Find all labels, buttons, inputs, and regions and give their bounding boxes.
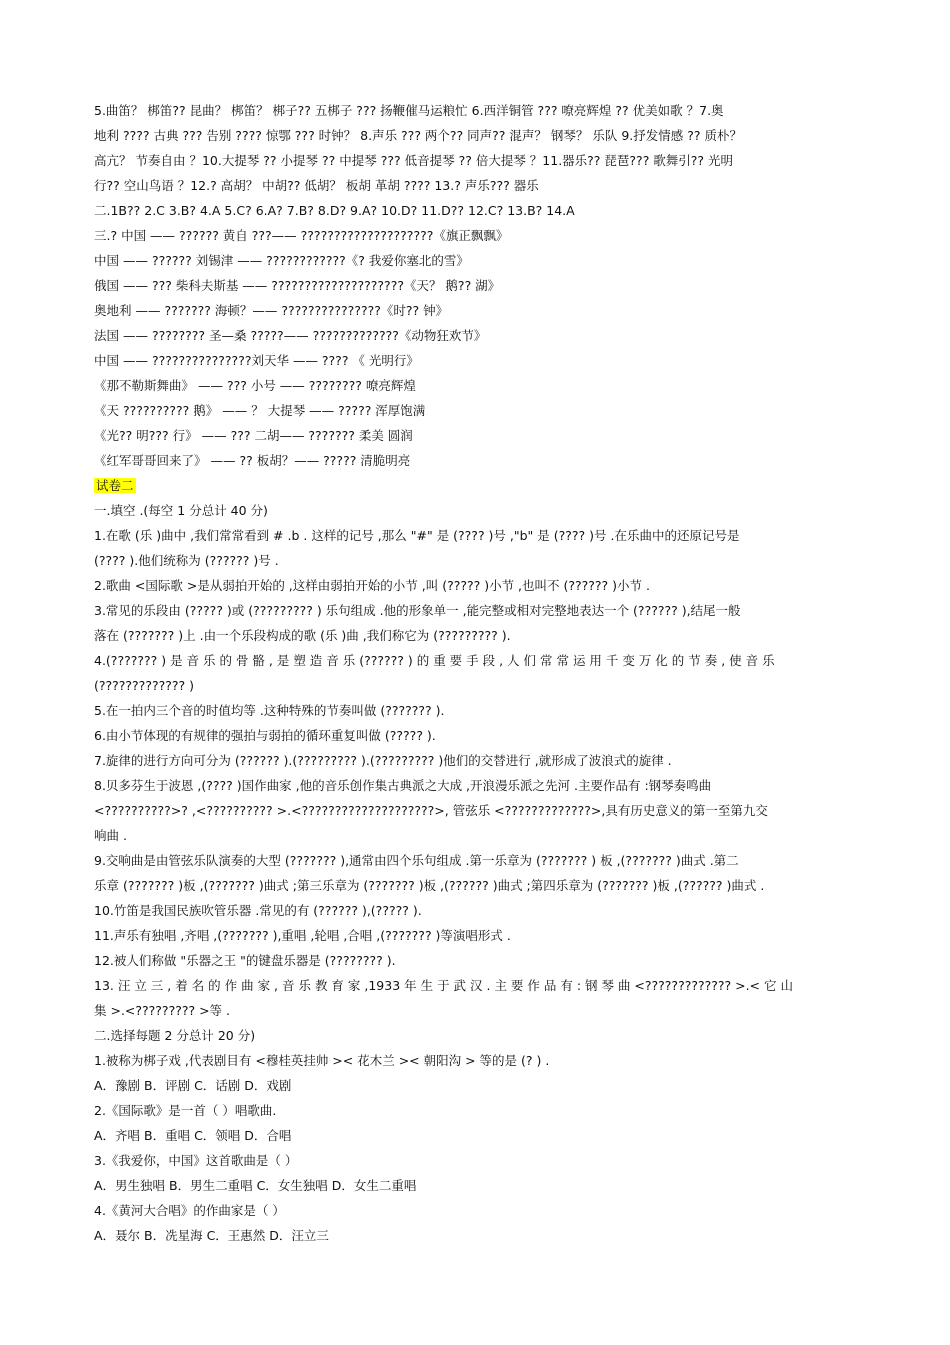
question-line: 2.歌曲 <国际歌 >是从弱拍开始的 ,这样由弱拍开始的小节 ,叫 (????? )小节 ,也叫不 (?????? )小节 . xyxy=(94,578,650,593)
question-line: 集 >.<????????? >等 . xyxy=(94,1003,230,1018)
choice-line: A．聂尔 B．冼星海 C．王惠然 D．汪立三 xyxy=(94,1228,329,1243)
question-line: 10.竹笛是我国民族吹管乐器 .常见的有 (?????? ),(????? ). xyxy=(94,903,422,918)
exam2-section xyxy=(94,498,862,1248)
question-line: 11.声乐有独唱 ,齐唱 ,(??????? ),重唱 ,轮唱 ,合唱 ,(??????? )等演唱形式 . xyxy=(94,928,511,943)
question-line: 1.被称为梆子戏 ,代表剧目有 <穆桂英挂帅 >< 花木兰 >< 朝阳沟 > 等的是 (? ) . xyxy=(94,1053,550,1068)
answer-key-section xyxy=(94,98,862,473)
answer-line: 《那不勒斯舞曲》 —— ??? 小号 —— ???????? 嘹亮辉煌 xyxy=(94,378,416,393)
question-line: 8.贝多芬生于波恩 ,(???? )国作曲家 ,他的音乐创作集古典派之大成 ,开浪漫乐派之先河 .主要作品有 :钢琴奏鸣曲 xyxy=(94,778,712,793)
question-line: 响曲 . xyxy=(94,828,127,843)
question-line: 7.旋律的进行方向可分为 (?????? ).(????????? ).(????????? )他们的交替进行 ,就形成了波浪式的旋律 . xyxy=(94,753,672,768)
section-heading: 一.填空 .(每空 1 分总计 40 分) xyxy=(94,503,268,518)
answer-line: 中国 —— ?????? 刘锡津 —— ????????????《? 我爱你塞北的雪》 xyxy=(94,253,469,268)
question-line: <??????????>? ,<?????????? >.<????????????????????>, 管弦乐 <?????????????>,具有历史意义的第一至第九交 xyxy=(94,803,768,818)
question-line: 9.交响曲是由管弦乐队演奏的大型 (??????? ),通常由四个乐句组成 .第一乐章为 (??????? ) 板 ,(??????? )曲式 .第二 xyxy=(94,853,739,868)
answer-line: 高亢？ 节奏自由 ？10.大提琴 ?? 小提琴 ?? 中提琴 ??? 低音提琴 ?? 倍大提琴 ？11.器乐?? 琵琶??? 歌舞引?? 光明 xyxy=(94,153,734,168)
choice-line: A．齐唱 B．重唱 C．领唱 D．合唱 xyxy=(94,1128,292,1143)
question-line: (???? ).他们统称为 (?????? )号 . xyxy=(94,553,279,568)
question-line: 落在 (??????? )上 .由一个乐段构成的歌 (乐 )曲 ,我们称它为 (????????? ). xyxy=(94,628,511,643)
question-line: 4.(??????? ) 是 音 乐 的 骨 骼 , 是 塑 造 音 乐 (?????? ) 的 重 要 手 段 , 人 们 常 常 运 用 千 变 万 化 的 节 奏 , 使 音 乐 xyxy=(94,653,775,668)
question-line: 3.常见的乐段由 (????? )或 (????????? ) 乐句组成 .他的形象单一 ,能完整或相对完整地表达一个 (?????? ),结尾一般 xyxy=(94,603,741,618)
choice-line: A．男生独唱 B．男生二重唱 C．女生独唱 D．女生二重唱 xyxy=(94,1178,417,1193)
question-line: 1.在歌 (乐 )曲中 ,我们常常看到 # .b . 这样的记号 ,那么 "#" 是 (???? )号 ,"b" 是 (???? )号 .在乐曲中的还原记号是 xyxy=(94,528,740,543)
answer-line: 行?? 空山鸟语 ？12.? 高胡？ 中胡?? 低胡？ 板胡 革胡 ???? 13.? 声乐??? 器乐 xyxy=(94,178,539,193)
question-line: 3.《我爱你，中国》这首歌曲是（ ） xyxy=(94,1153,298,1168)
answer-line: 《红军哥哥回来了》 —— ?? 板胡？—— ????? 清脆明亮 xyxy=(94,453,411,468)
answer-line: 奥地利 —— ??????? 海顿？—— ???????????????《时?? 钟》 xyxy=(94,303,449,318)
choice-line: A．豫剧 B．评剧 C．话剧 D．戏剧 xyxy=(94,1078,292,1093)
question-line: 2.《国际歌》是一首（ ）唱歌曲. xyxy=(94,1103,277,1118)
exam2-title: 试卷二 xyxy=(96,478,134,493)
question-line: 乐章 (??????? )板 ,(??????? )曲式 ;第三乐章为 (??????? )板 ,(?????? )曲式 ;第四乐章为 (??????? )板 ,(?????? )曲式 . xyxy=(94,878,765,893)
answer-line: 三.? 中国 —— ?????? 黄自 ???—— ????????????????????《旗正飘飘》 xyxy=(94,228,509,243)
answer-line: 法国 —— ???????? 圣—桑 ?????—— ?????????????《动物狂欢节》 xyxy=(94,328,487,343)
answer-line: 《天 ?????????? 鹅》 —— ？ 大提琴 —— ????? 浑厚饱满 xyxy=(94,403,426,418)
answer-line: 《光?? 明??? 行》 —— ??? 二胡—— ??????? 柔美 圆润 xyxy=(94,428,413,443)
question-line: (????????????? ) xyxy=(94,678,194,693)
answer-line: 俄国 —— ??? 柴科夫斯基 —— ????????????????????《天？ 鹅?? 湖》 xyxy=(94,278,501,293)
question-line: 4.《黄河大合唱》的作曲家是（ ） xyxy=(94,1203,285,1218)
question-line: 13. 汪 立 三 , 着 名 的 作 曲 家 , 音 乐 教 育 家 ,1933 年 生 于 武 汉 . 主 要 作 品 有 : 钢 琴 曲 <????????????? >.< 它 山 xyxy=(94,978,793,993)
answer-line: 5.曲笛？ 梆笛?? 昆曲？ 梆笛？ 梆子?? 五梆子 ??? 扬鞭催马运粮忙 6.西洋铜管 ??? 嘹亮辉煌 ?? 优美如歌 ？7.奥 xyxy=(94,103,724,118)
answer-line: 二.1B?? 2.C 3.B? 4.A 5.C? 6.A? 7.B? 8.D? 9.A? 10.D? 11.D?? 12.C? 13.B? 14.A xyxy=(94,203,575,218)
answer-line: 地利 ???? 古典 ??? 告别 ???? 惊鄂 ??? 时钟？ 8.声乐 ??? 两个?? 同声?? 混声？ 钢琴？ 乐队 9.抒发情感 ?? 质朴？ xyxy=(94,128,742,143)
question-line: 6.由小节体现的有规律的强拍与弱拍的循环重复叫做 (????? ). xyxy=(94,728,436,743)
answer-line: 中国 —— ???????????????刘天华 —— ???? 《 光明行》 xyxy=(94,353,419,368)
question-line: 5.在一拍内三个音的时值均等 .这种特殊的节奏叫做 (??????? ). xyxy=(94,703,445,718)
exam2-heading-row xyxy=(94,473,862,498)
question-line: 12.被人们称做 "乐器之王 "的键盘乐器是 (???????? ). xyxy=(94,953,396,968)
section-heading: 二.选择每题 2 分总计 20 分) xyxy=(94,1028,256,1043)
